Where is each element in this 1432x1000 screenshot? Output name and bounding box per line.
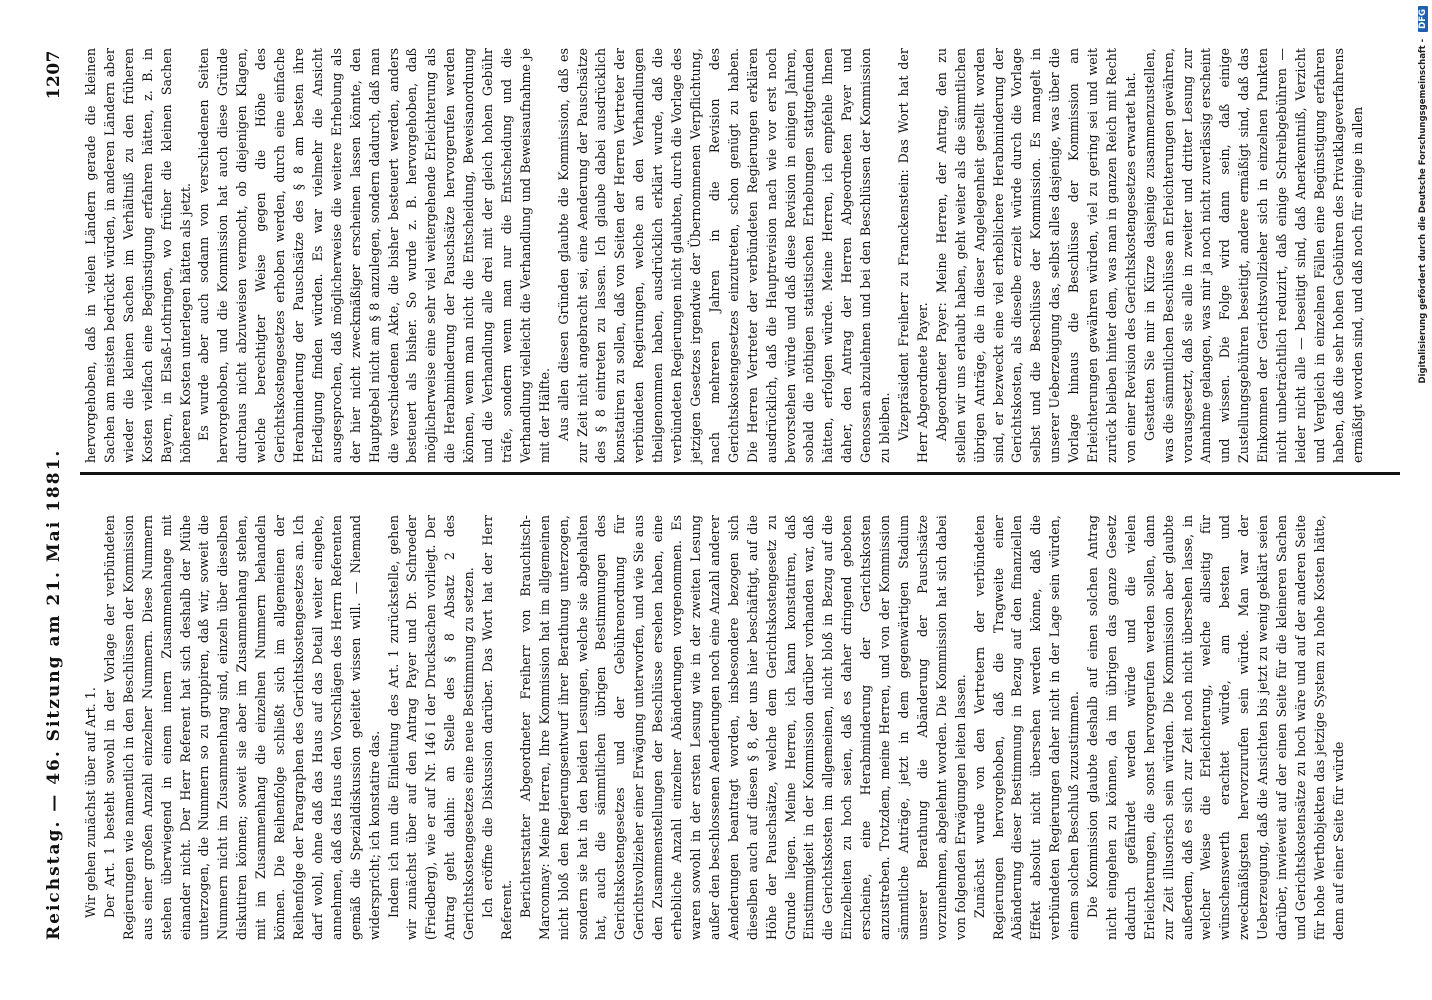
paragraph: Berichterstatter Abgeordneter Freiherr von Brauchitsch-Marconnay: Meine Herren, Ihre Kommission hat im allgemeinen nicht bloß den Regierungsentwurf ihrer Berathung unterzogen, sondern sie hat in den beiden Lesungen, welche sie abgehalten hat, auch die sämmtlichen übrigen Bestimmungen des Gerichtskostengesetzes und der Gebührenordnung für Gerichtsvollzieher einer Erwägung unterworfen, und wie Sie aus den Zusammenstellungen der Beschlüsse ersehen haben, eine erhebliche Anzahl einzelner Abänderungen vorgenommen. Es waren sowohl in der ersten Lesung wie in der zweiten Lesung außer den beschlossenen Aenderungen noch eine Anzahl anderer Aenderungen beantragt worden, insbesondere bezogen sich dieselben auch auf diesen § 8, der uns hier beschäftigt, auf die Höhe der Pauschsätze, welche dem Gerichtskostengesetz zu Grunde liegen. Meine Herren, ich kann konstatiren, daß Einstimmigkeit in der Kommission darüber vorhanden war, daß die Gerichtskosten im allgemeinen, nicht bloß in Bezug auf die Einzelheiten zu hoch seien, daß es daher dringend geboten erscheine, eine Herabminderung der Gerichtskosten anzustreben. Trotzdem, meine Herren, und von der Kommission sämmtliche Anträge, jetzt in dem gegenwärtigen Stadium unserer Berathung die Abänderung der Pauschsätze vorzunehmen, abgelehnt worden. Die Kommission hat sich dabei von folgenden Erwägungen leiten lassen. xyxy=(517,515,968,940)
paragraph: Indem ich nun die Einleitung des Art. 1 zurückstelle, gehen wir zunächst über auf den Antrag Payer und Dr. Schroeder (Friedberg), wie er auf Nr. 146 I der Drucksachen vorliegt. Der Antrag geht dahin: an Stelle des § 8 Absatz 2 des Gerichtskostengesetzes eine neue Bestimmung zu setzen. xyxy=(385,515,477,940)
dfg-logo: DFG xyxy=(1418,6,1428,32)
paragraph: Vizepräsident Freiherr zu Franckenstein: Das Wort hat der Herr Abgeordnete Payer. xyxy=(895,48,930,463)
left-column xyxy=(82,515,1346,940)
paragraph: Ich eröffne die Diskussion darüber. Das Wort hat der Herr Referent. xyxy=(480,515,514,940)
credit-text: Digitalisierung gefördert durch die Deutsche Forschungsgemeinschaft - xyxy=(1418,38,1428,384)
paragraph: Der Art. 1 besteht sowohl in der Vorlage der verbündeten Regierungen wie namentlich in den Beschlüssen der Kommission aus einer großen Anzahl einzelner Nummern. Diese Nummern stehen überwiegend in einem innern Zusammenhange mit einander nicht. Der Herr Referent hat sich deshalb der Mühe unterzogen, die Nummern so zu gruppiren, daß wir, soweit die Nummern nicht im Zusammenhang sind, einzeln über dieselben diskutiren können; soweit sie aber im Zusammenhang stehen, mit im Zusammenhang die einzelnen Nummern behandeln können. Die Reihenfolge schließt sich im allgemeinen der Reihenfolge der Paragraphen des Gerichtskostengesetzes an. Ich darf wohl, ohne daß das Haus auf das Detail weiter eingehe, annehmen, daß das Haus den Vorschlägen des Herrn Referenten gemäß die Spezialdiskussion geleitet wissen will. — Niemand widerspricht; ich konstatire das. xyxy=(101,515,382,940)
paragraph: Abgeordneter Payer: Meine Herren, der Antrag, den zu stellen wir uns erlaubt haben, geht weiter als die sämmtlichen übrigen Anträge, die in dieser Angelegenheit gestellt worden sind, er bezweckt eine viel erheblichere Herabminderung der Gerichtskosten, als dieselbe erzielt würde durch die Vorlage selbst und die Beschlüsse der Kommission. Es mangelt in unserer Ueberzeugung das, selbst alles dasjenige, was über die Vorlage hinaus die Beschlüsse der Kommission an Erleichterungen gewähren würden, viel zu gering sei und weit zurück bleiben hinter dem, was man in ganzen Reich mit Recht von einer Revision des Gerichtskostengesetzes erwartet hat. xyxy=(933,48,1138,463)
paragraph: Es wurde aber auch sodann von verschiedenen Seiten hervorgehoben, und die Kommission hat auch diese Gründe durchaus nicht abzuweisen vermocht, ob diejenigen Klagen, welche berechtigter Weise gegen die Höhe des Gerichtskostengesetzes erhoben werden, durch eine einfache Herabminderung der Pauschsätze des § 8 am besten ihre Erledigung finden würden. Es war vielmehr die Ansicht ausgesprochen, daß möglicherweise die weitere Erhebung als der hier nicht zweckmäßiger erscheinen lassen könnte, den Hauptgebel nicht am § 8 anzulegen, sondern dadurch, daß man die verschiedenen Akte, die bisher besteuert werden, anders besteuert als bisher. So wurde z. B. hervorgehoben, daß möglicherweise eine sehr viel weitergehende Erleichterung als die Herabminderung der Pauschsätze hervorgerufen werden können, wenn man nicht die Entscheidung, Beweisanordnung und die Verhandlung alle drei mit der gleich hohen Gebühr träfe, sondern wenn man nur die Entscheidung und die Verhandlung vielleicht die Verhandlung und Beweisaufnahme je mit der Hälfte. xyxy=(196,48,552,463)
paragraph: hervorgehoben, daß in vielen Ländern gerade die kleinen Sachen am meisten bedrückt würden, in anderen Ländern aber wieder die kleinen Sachen im Verhältniß zu den früheren Kosten vielfach eine Begünstigung erfahren hätten, z. B. in Bayern, in Elsaß-Lothringen, wo früher die kleinen Sachen höheren Kosten unterlegen hätten als jetzt. xyxy=(83,48,193,463)
column-rule xyxy=(80,472,1400,475)
header-title: Reichstag. — 46. Sitzung am 21. Mai 1881. xyxy=(44,448,64,940)
paragraph: Die Kommission glaubte deshalb auf einen solchen Antrag nicht eingehen zu können, da im übrigen das ganze Gesetz dadurch gefährdet werden würde und die vielen Erleichterungen, die sonst hervorgerufen werden sollen, dann zur Zeit illusorisch sein würden. Die Kommission aber glaubte außerdem, daß es sich zur Zeit noch nicht übersehen lasse, in welcher Weise die Erleichterung, welche allseitig für wünschenswerth erachtet würde, am besten und zweckmäßigsten hervorzurufen sein würde. Man war der Ueberzeugung, daß die Ansichten bis jetzt zu wenig geklärt seien darüber, inwieweit auf der einen Seite für die kleineren Sachen und Gerichtskostensätze zu hoch wäre und auf der anderen Seite für hohe Werthobjekten das jetzige System zu hohe Kosten hätte, denn auf einer Seite für würde xyxy=(1085,515,1346,940)
paragraph: Gestatten Sie mir in Kürze dasjenige zusammenzustellen, was die sämmtlichen Beschlüsse an Erleichterungen gewähren, vorausgesetzt, daß sie alle in zweiter und dritter Lesung zur Annahme gelangen, was mir ja noch nicht zuverlässig erscheint und wissen. Die Folge wird dann sein, daß einige Zustellungsgebühren beseitigt, andere ermäßigt sind, daß das Einkommen der Gerichtsvollzieher sich in einzelnen Punkten nicht unbeträchtlich reduzirt, daß einige Schreibgebühren — leider nicht alle — beseitigt sind, daß Anerkenntniß, Verzicht und Vergleich in einzelnen Fällen eine Begünstigung erfahren haben, daß die sehr hohen Gebühren des Privatklageverfahrens ermäßigt worden sind, und daß noch für einige in allen xyxy=(1141,48,1365,463)
right-column xyxy=(82,48,1365,463)
paragraph: Zunächst wurde von den Vertretern der verbündeten Regierungen hervorgehoben, daß die Tragweite einer Abänderung dieser Bestimmung in Bezug auf den finanziellen Effekt absolut nicht übersehen werden könne, daß die verbündeten Regierungen daher nicht in der Lage sein würden, einem solchen Beschluß zuzustimmen. xyxy=(971,515,1082,940)
page-header xyxy=(44,50,74,940)
page-number: 1207 xyxy=(44,50,64,100)
paragraph: Wir gehen zunächst über auf Art. 1. xyxy=(83,687,98,918)
digitization-credit xyxy=(1418,6,1430,996)
paragraph: Aus allen diesen Gründen glaubte die Kommission, daß es zur Zeit nicht angebracht sei, eine Aenderung der Pauschsätze des § 8 eintreten zu lassen. Ich glaube dabei ausdrücklich konstatiren zu sollen, daß von Seiten der Herren Vertreter der verbündeten Regierungen, welche an den Verhandlungen theilgenommen haben, ausdrücklich erklärt wurde, daß die verbündeten Regierungen nicht glaubten, durch die Vorlage des jetzigen Gesetzes irgendwie der Übernommenen Verpflichtung, nach mehreren Jahren in die Revision des Gerichtskostengesetzes einzutreten, schon genügt zu haben. Die Herren Vertreter der verbündeten Regierungen erklären ausdrücklich, daß die Hauptrevision nach wie vor erst noch bevorstehen würde und daß diese Revision in einigen Jahren, sobald die nöthigen statistischen Erhebungen stattgefunden hätten, erfolgen würde. Meine Herren, ich empfehle Ihnen daher, den Antrag der Herren Abgeordneten Payer und Genossen abzulehnen und bei den Beschlüssen der Kommission zu bleiben. xyxy=(555,48,893,463)
